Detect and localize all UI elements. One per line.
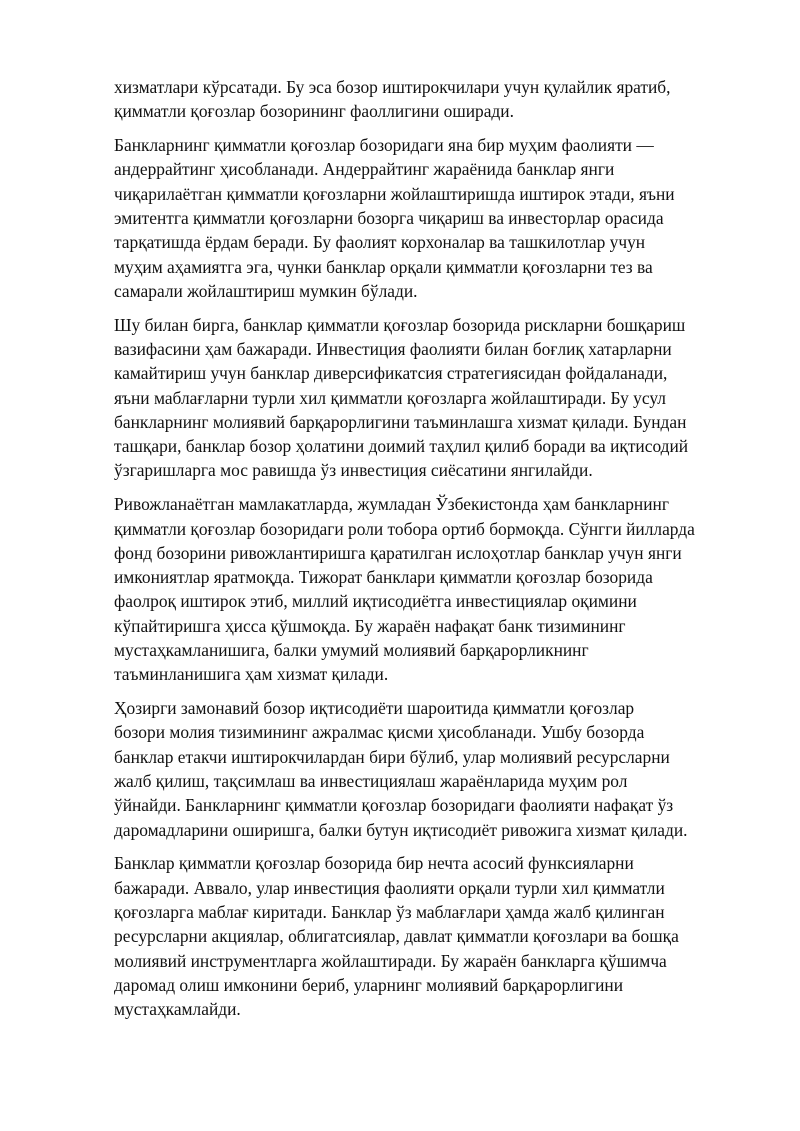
paragraph-2: Банкларнинг қимматли қоғозлар бозоридаги яна бир муҳим фаолияти — андеррайтинг ҳисобланади. Андеррайтинг жараёнида банклар янги чиқарилаётган қимматли қоғозларни жойлаштиришда иштирок этади, яъни эмитентга қимматли қоғозларни бозорга чиқариш ва инвесторлар орасида тарқатишда ёрдам беради. Бу фаолият корхоналар ва ташкилотлар учун муҳим аҳамиятга эга, чунки банклар орқали қимматли қоғозларни тез ва самарали жойлаштириш мумкин бўлади.	[114, 135, 675, 301]
paragraph-6: Банклар қимматли қоғозлар бозорида бир нечта асосий функсияларни бажаради. Аввало, улар инвестиция фаолияти орқали турли хил қимматли қоғозларга маблағ киритади. Банклар ўз маблағлари ҳамда жалб қилинган ресурсларни акциялар, облигатсиялар, давлат қимматли қоғозлари ва бошқа молиявий инструментларга жойлаштиради. Бу жараён банкларга қўшимча даромад олиш имконини бериб, уларнинг молиявий барқарорлигини мустаҳкамлайди.	[114, 853, 679, 1020]
paragraph-1: хизматлари кўрсатади. Бу эса бозор иштирокчилари учун қулайлик яратиб, қимматли қоғозлар бозорининг фаоллигини оширади.	[114, 77, 671, 122]
paragraph-5: Ҳозирги замонавий бозор иқтисодиёти шароитида қимматли қоғозлар бозори молия тизимининг ажралмас қисми ҳисобланади. Ушбу бозорда банклар етакчи иштирокчилардан бири бўлиб, улар молиявий ресурсларни жалб қилиш, тақсимлаш ва инвестициялаш жараёнларида муҳим рол ўйнайди. Банкларнинг қимматли қоғозлар бозоридаги фаолияти нафақат ўз даромадларини оширишга, балки бутун иқтисодиёт ривожига хизмат қилади.	[114, 698, 688, 840]
document-page	[114, 75, 718, 1031]
paragraph-4: Ривожланаётган мамлакатларда, жумладан Ўзбекистонда ҳам банкларнинг қимматли қоғозлар бозоридаги роли тобора ортиб бормоқда. Сўнгги йилларда фонд бозорини ривожлантиришга қаратилган ислоҳотлар банклар учун янги имкониятлар яратмоқда. Тижорат банклари қимматли қоғозлар бозорида фаолроқ иштирок этиб, миллий иқтисодиётга инвестициялар оқимини кўпайтиришга ҳисса қўшмоқда. Бу жараён нафақат банк тизимининг мустаҳкамланишига, балки умумий молиявий барқарорликнинг таъминланишига ҳам хизмат қилади.	[114, 494, 695, 685]
paragraph-3: Шу билан бирга, банклар қимматли қоғозлар бозорида рискларни бошқариш вазифасини ҳам бажаради. Инвестиция фаолияти билан боғлиқ хатарларни камайтириш учун банклар диверсификатсия стратегиясидан фойдаланади, яъни маблағларни турли хил қимматли қоғозларга жойлаштиради. Бу усул банкларнинг молиявий барқарорлигини таъминлашга хизмат қилади. Бундан ташқари, банклар бозор ҳолатини доимий таҳлил қилиб боради ва иқтисодий ўзгаришларга мос равишда ўз инвестиция сиёсатини янгилайди.	[114, 314, 689, 481]
